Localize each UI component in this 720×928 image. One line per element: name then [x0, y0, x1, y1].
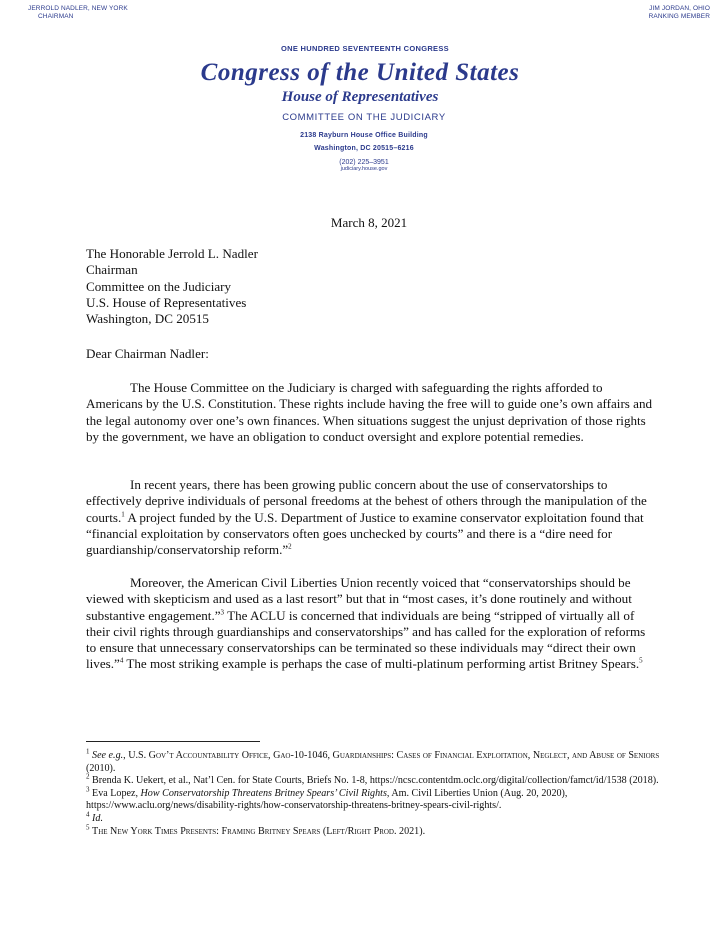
congress-number: ONE HUNDRED SEVENTEENTH CONGRESS — [281, 44, 449, 53]
footnote-number: 2 — [86, 772, 90, 781]
letter-date: March 8, 2021 — [330, 215, 408, 230]
address-line: The Honorable Jerrold L. Nadler — [86, 246, 258, 261]
chairman-title: CHAIRMAN — [38, 13, 74, 20]
ranking-member-name: JIM JORDAN, OHIO — [649, 5, 710, 12]
paragraph-2-part-a: In recent years, there has been growing public concern about the use of conservatorships to effectively deprive individuals of personal freedoms at the behest of others through the manipulation of the courts. — [86, 477, 647, 525]
footnote-4 — [86, 810, 676, 826]
city-address: Washington, DC 20515–6216 — [314, 145, 414, 152]
paragraph-2-part-b: A project funded by the U.S. Department of Justice to examine conservator exploitation found that “financial exploitation by conservators often goes unchecked by courts” and there is a “dire need for guardianship/conservatorship reform.” — [86, 509, 644, 558]
building-address: 2138 Rayburn House Office Building — [300, 132, 428, 139]
salutation: Dear Chairman Nadler: — [86, 346, 209, 361]
footnote-text: , Am. Civil Liberties Union (Aug. 20, 2020), https://www.aclu.org/news/disability-rights/how-conservatorship-threatens-britney-spears-civil-rights/. — [86, 787, 568, 812]
footnote-ref-2: 2 — [288, 542, 292, 551]
congress-title: Congress of the United States — [200, 59, 520, 86]
letterhead — [0, 44, 720, 172]
paragraph-3-part-b: The ACLU is concerned that individuals are being “stripped of virtually all of their civil rights through guardianships and conservatorships” and has called for the exploration of reforms to ensure that unnecessary conservatorships can be terminated so these individuals may “direct their own lives.” — [86, 607, 646, 672]
footnote-number: 4 — [86, 810, 90, 819]
footnote-1 — [86, 747, 676, 775]
recipient-address — [86, 246, 656, 327]
footnote-ref-3: 3 — [220, 608, 225, 617]
footnote-ref-5: 5 — [639, 657, 643, 666]
address-line: Committee on the Judiciary — [86, 278, 232, 294]
phone-number: (202) 225–3951 — [339, 159, 389, 166]
website: judiciary.house.gov — [340, 166, 388, 172]
footnote-ref-1: 1 — [121, 510, 125, 519]
ranking-member-corner — [649, 5, 710, 21]
paragraph-3-part-a: Moreover, the American Civil Liberties Union recently voiced that “conservatorships should be viewed with skepticism and used as a last resort” but that in “most cases, it’s done routinely and without substantive engagement.” — [86, 575, 632, 623]
address-line: Chairman — [86, 262, 138, 278]
ranking-member-title: RANKING MEMBER — [648, 13, 710, 20]
footnotes — [86, 747, 676, 838]
chairman-corner — [28, 5, 128, 21]
footnote-author: Eva Lopez, — [92, 787, 141, 799]
footnote-text: The New York Times Presents: Framing Britney Spears (Left/Right Prod. 2021). — [92, 825, 426, 837]
footnote-number: 5 — [86, 823, 90, 832]
footnote-divider — [86, 741, 260, 742]
footnote-3 — [86, 785, 676, 813]
footnote-ref-4: 4 — [119, 657, 124, 666]
footnote-number: 3 — [86, 785, 90, 794]
footnote-text: Brenda K. Uekert, et al., Nat’l Cen. for State Courts, Briefs No. 1-8, https://ncsc.contentdm.oclc.org/digital/collection/famct/id/1538 (2018). — [92, 775, 659, 787]
footnote-text: Id. — [92, 812, 103, 824]
committee-name: COMMITTEE ON THE JUDICIARY — [282, 112, 446, 123]
footnote-5 — [86, 823, 676, 839]
address-line: U.S. House of Representatives — [86, 294, 247, 310]
chairman-name: JERROLD NADLER, NEW YORK — [28, 5, 128, 12]
footnote-signal: See e.g. — [92, 750, 124, 761]
footnote-text: , U.S. Gov’t Accountability Office, Gao-10-1046, Guardianships: Cases of Financial Exploitation, Neglect, and Abuse of Seniors (2010). — [86, 750, 660, 774]
footnote-2 — [86, 772, 676, 788]
footnote-article-title: How Conservatorship Threatens Britney Spears’ Civil Rights — [140, 787, 387, 799]
paragraph-2 — [86, 477, 656, 558]
paragraph-3-part-c: The most striking example is perhaps the case of multi-platinum performing artist Britney Spears. — [123, 656, 640, 672]
paragraph-1: The House Committee on the Judiciary is charged with safeguarding the rights afforded to Americans by the U.S. Constitution. These rights include having the free will to guide one’s own affairs and the legal autonomy over one’s own finances. When situations suggest the unjust deprivation of those rights by the government, we have an obligation to conduct oversight and explore potential remedies. — [86, 380, 653, 444]
footnote-number: 1 — [86, 747, 90, 756]
house-title: House of Representatives — [281, 89, 439, 105]
address-line: Washington, DC 20515 — [86, 311, 209, 327]
paragraph-3 — [86, 575, 656, 673]
